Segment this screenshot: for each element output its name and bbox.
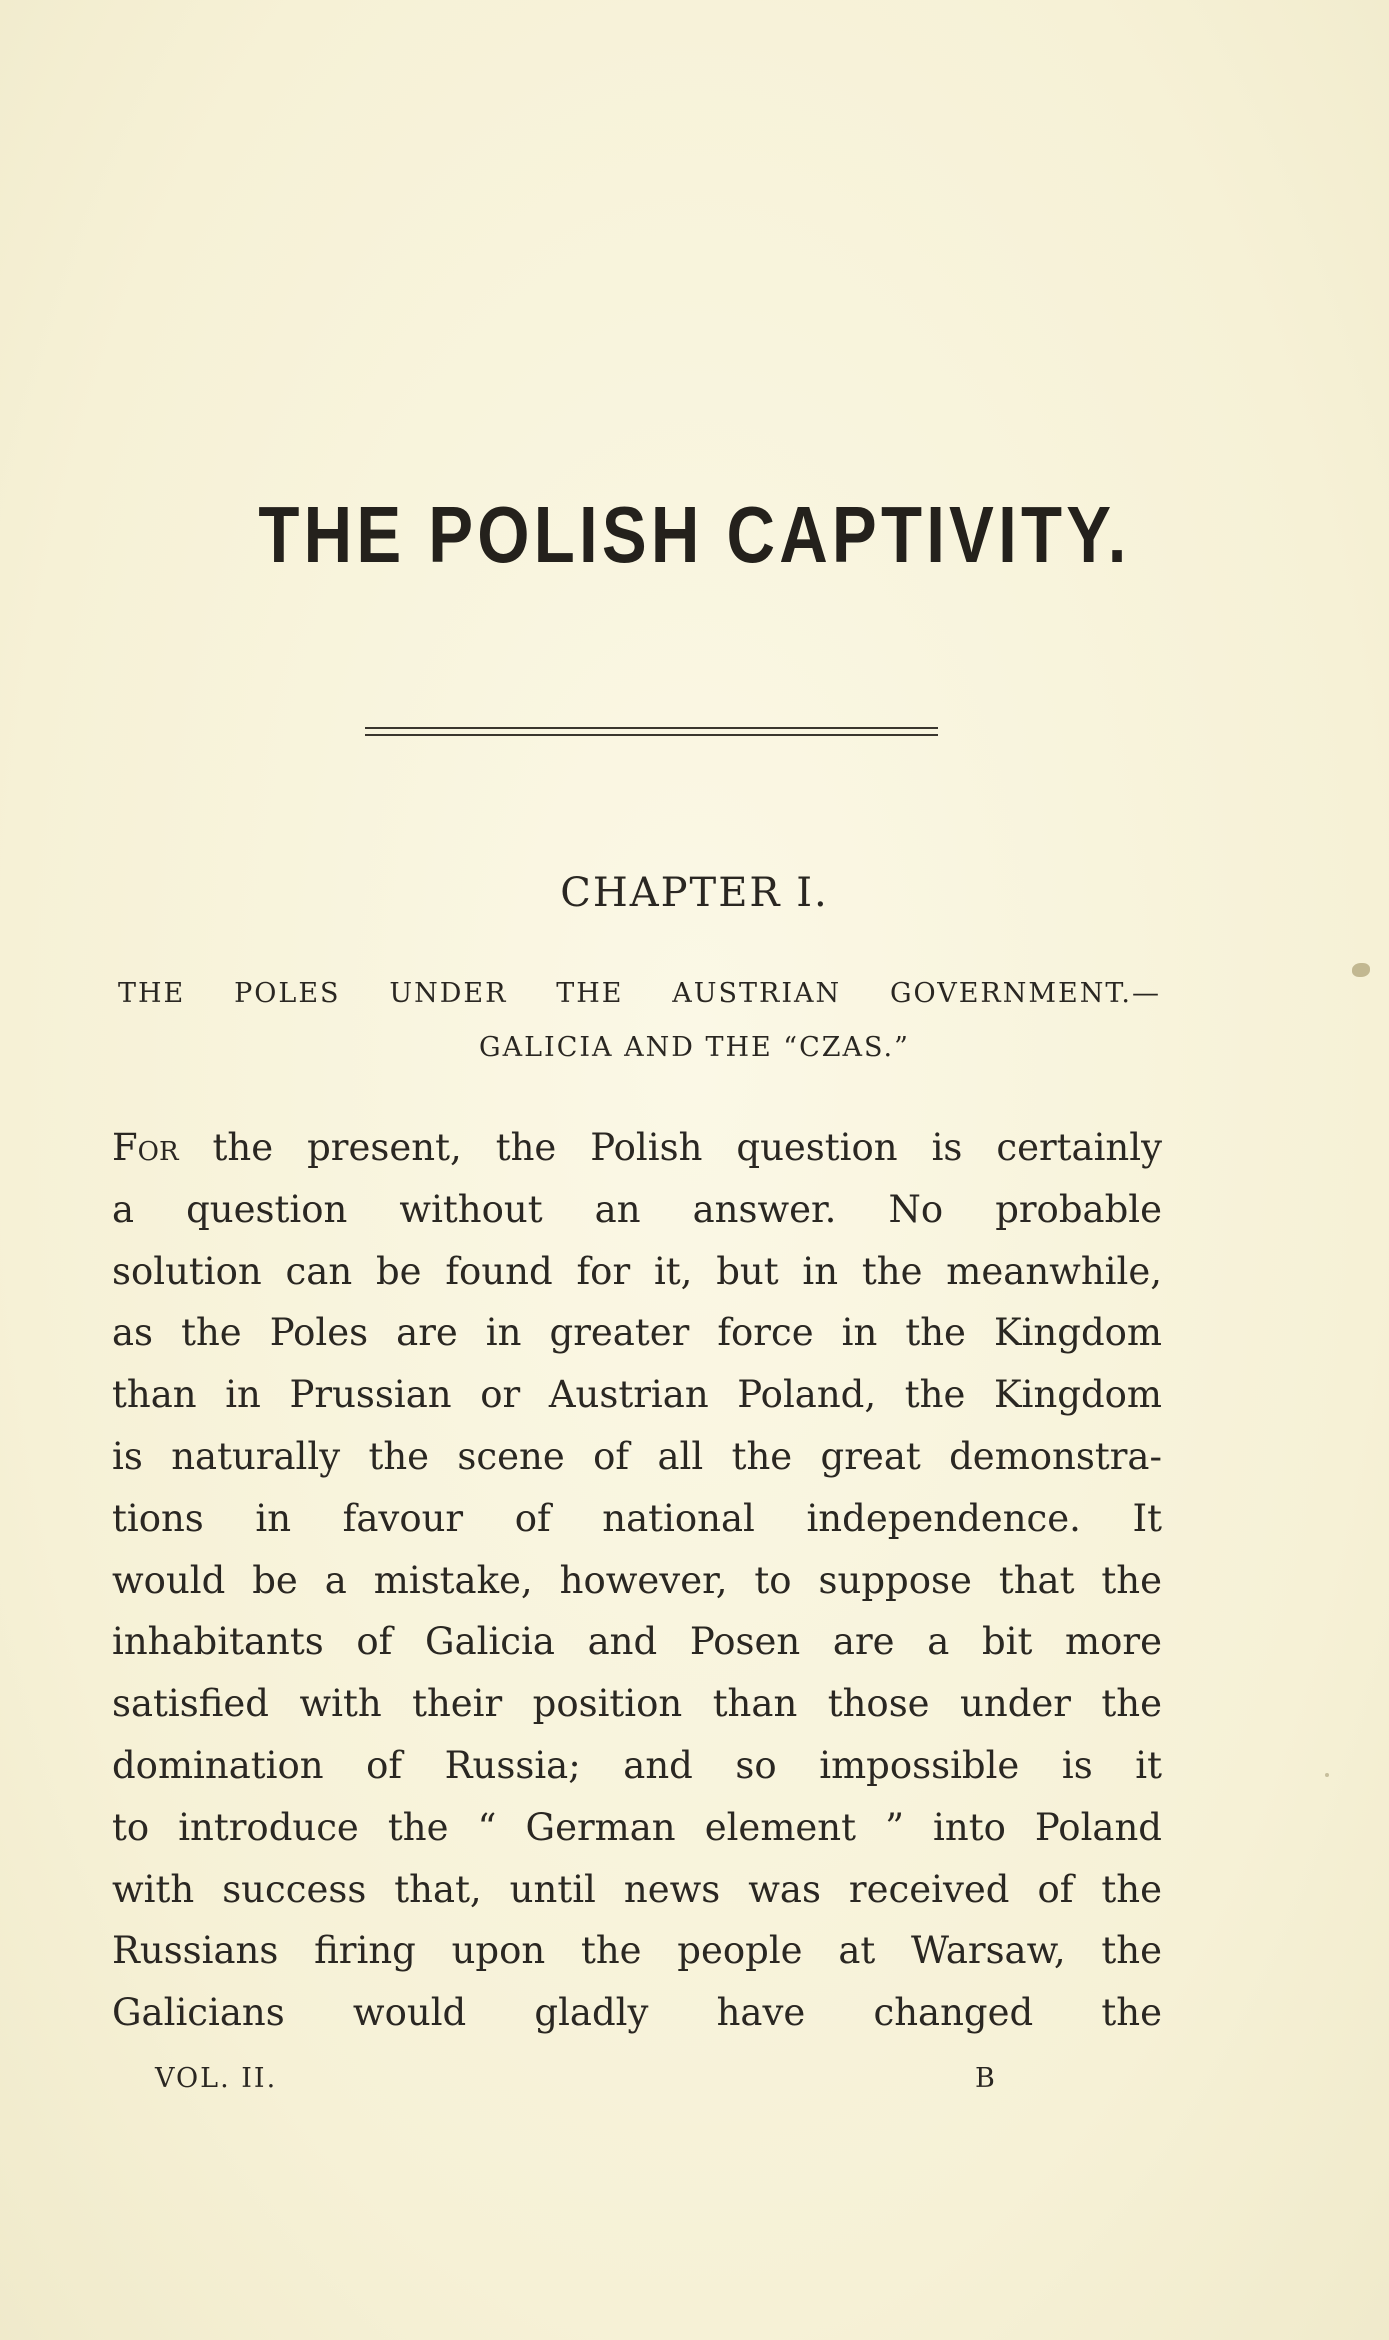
body-line	[112, 1797, 1162, 1859]
body-line-text: would be a mistake, however, to suppose that the	[112, 1558, 1162, 1602]
body-line-text: the present, the Polish question is certainly	[178, 1126, 1162, 1169]
body-line	[112, 1920, 1162, 1982]
paper-speck	[1325, 1773, 1329, 1777]
body-line-text: as the Poles are in greater force in the Kingdom	[112, 1311, 1162, 1355]
body-line	[112, 1735, 1162, 1797]
body-paragraph	[112, 1117, 1162, 2044]
body-line	[112, 1982, 1162, 2044]
body-line	[112, 1859, 1162, 1921]
body-line-text: Russians firing upon the people at Warsaw, the	[112, 1929, 1162, 1973]
body-line	[112, 1302, 1162, 1364]
chapter-subtitle-line-1: THE POLES UNDER THE AUSTRIAN GOVERNMENT.—	[118, 978, 1161, 1009]
book-title: THE POLISH CAPTIVITY.	[258, 490, 1131, 579]
title-rule-top	[365, 727, 938, 729]
body-line-text: than in Prussian or Austrian Poland, the Kingdom	[112, 1373, 1162, 1417]
opening-word: For	[112, 1126, 179, 1169]
body-line	[112, 1241, 1162, 1303]
body-line-text: domination of Russia; and so impossible is it	[112, 1743, 1162, 1787]
body-line-text: to introduce the “ German element ” into Poland	[112, 1805, 1162, 1849]
body-line-text: with success that, until news was received of the	[112, 1867, 1162, 1911]
body-line	[112, 1179, 1162, 1241]
body-line-text: tions in favour of national independence. It	[112, 1496, 1162, 1540]
chapter-heading: CHAPTER I.	[560, 870, 829, 916]
body-line	[112, 1426, 1162, 1488]
body-line-text: a question without an answer. No probable	[112, 1187, 1162, 1231]
signature-mark: B	[975, 2063, 997, 2094]
body-line-text: is naturally the scene of all the great demonstra-	[112, 1434, 1162, 1478]
body-line	[112, 1673, 1162, 1735]
body-line-text: inhabitants of Galicia and Posen are a bit more	[112, 1620, 1162, 1664]
body-line	[112, 1488, 1162, 1550]
volume-footer: VOL. II.	[155, 2063, 278, 2094]
body-line-text: satisfied with their position than those under the	[112, 1682, 1162, 1726]
body-line	[112, 1550, 1162, 1612]
body-line-text: Galicians would gladly have changed the	[112, 1991, 1162, 2035]
body-line-text: solution can be found for it, but in the meanwhile,	[112, 1249, 1162, 1293]
chapter-subtitle-line-2: GALICIA AND THE “CZAS.”	[479, 1032, 910, 1063]
title-rule-bottom	[365, 734, 938, 736]
body-line	[112, 1117, 1162, 1179]
body-line	[112, 1611, 1162, 1673]
body-line	[112, 1364, 1162, 1426]
ink-blot	[1352, 963, 1370, 977]
